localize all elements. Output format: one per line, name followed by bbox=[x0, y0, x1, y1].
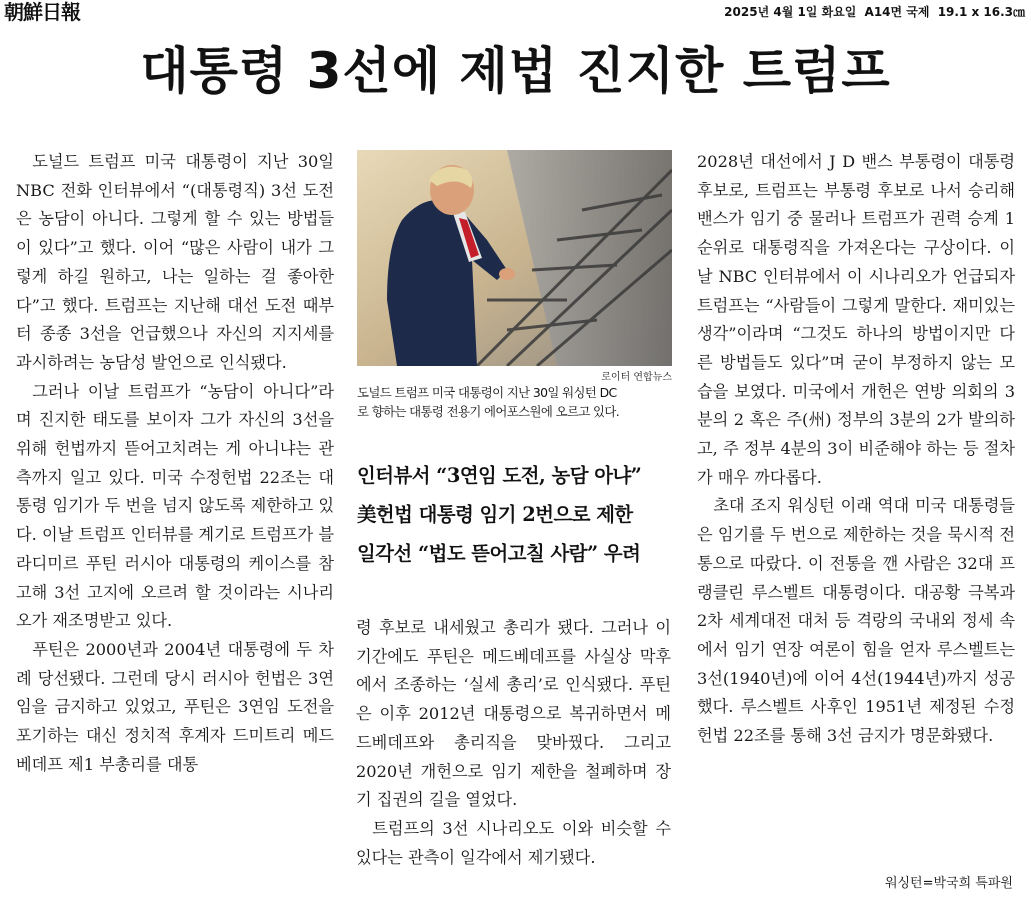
subheadline: 인터뷰서 “3연임 도전, 농담 아냐” bbox=[357, 464, 642, 487]
photo-trump-boarding-plane bbox=[357, 150, 672, 366]
paragraph: 령 후보로 내세웠고 총리가 됐다. 그러나 이 기간에도 푸틴은 메드베데프를 사실상 막후에서 조종하는 ‘실세 총리’로 인식됐다. 푸틴은 이후 2012년 대통령으로 복귀하면서 메드베데프와 총리직을 맞바꿨다. 그리고 2020년 개헌으로 임기 제한을 철폐하며 장기 집권의 길을 열었다. bbox=[356, 618, 671, 810]
newspaper-logo: 朝鮮日報 bbox=[4, 0, 80, 24]
photo-credit: 로이터 연합뉴스 bbox=[601, 372, 672, 383]
issue-info bbox=[720, 3, 1025, 20]
paragraph: 푸틴은 2000년과 2004년 대통령에 두 차례 당선됐다. 그런데 당시 러시아 헌법은 3연임을 금지하고 있었고, 푸틴은 3연임 도전을 포기하는 대신 정치적 후계자 드미트리 메드베데프 제1 부총리를 대통 bbox=[16, 639, 334, 774]
byline: 워싱턴=박국희 특파원 bbox=[884, 876, 1013, 891]
article-photo bbox=[357, 150, 672, 366]
subheadlines bbox=[357, 456, 675, 573]
article-column-3 bbox=[697, 148, 1015, 751]
issue-date: 2025년 4월 1일 화요일 bbox=[724, 5, 857, 19]
paragraph: 초대 조지 워싱턴 이래 역대 미국 대통령들은 임기를 두 번으로 제한하는 것을 묵시적 전통으로 따랐다. 이 전통을 깬 사람은 32대 프랭클린 루스벨트 대통령이다. 대공황 극복과 2차 세계대전 대처 등 격랑의 국내외 정세 속에서 임기 연장 여론이 힘을 얻자 루스벨트는 3선(1940년)에 이어 4선(1944년)까지 성공했다. 루스벨트 사후인 1951년 제정된 수정헌법 22조를 통해 3선 금지가 명문화됐다. bbox=[697, 496, 1015, 746]
article-column-2 bbox=[356, 614, 671, 872]
paragraph: 2028년 대선에서 J D 밴스 부통령이 대통령 후보로, 트럼프는 부통령 후보로 나서 승리해 밴스가 임기 중 물러나 트럼프가 권력 승계 1순위로 대통령직을 가져온다는 구상이다. 이날 NBC 인터뷰에서 이 시나리오가 언급되자 트럼프는 “사람들이 그렇게 말한다. 재미있는 생각”이라며 “그것도 하나의 방법이지만 다른 방법들도 있다”며 굳이 부정하지 않는 모습을 보였다. 미국에서 개헌은 연방 의회의 3분의 2 혹은 주(州) 정부의 3분의 2가 발의하고, 주 정부 4분의 3이 비준해야 하는 등 절차가 매우 까다롭다. bbox=[697, 152, 1015, 487]
clipping-size: 19.1 x 16.3㎝ bbox=[937, 5, 1025, 19]
paragraph: 트럼프의 3선 시나리오도 이와 비슷할 수 있다는 관측이 일각에서 제기됐다. bbox=[356, 818, 671, 867]
subheadline: 일각선 “법도 뜯어고칠 사람” 우려 bbox=[357, 542, 641, 565]
issue-page: A14면 국제 bbox=[864, 5, 930, 19]
photo-caption bbox=[357, 383, 675, 421]
headline: 대통령 3선에 제법 진지한 트럼프 bbox=[140, 42, 891, 100]
article-column-1 bbox=[16, 148, 334, 779]
paragraph: 도널드 트럼프 미국 대통령이 지난 30일 NBC 전화 인터뷰에서 “(대통령직) 3선 도전은 농담이 아니다. 그렇게 할 수 있는 방법들이 있다”고 했다. 이어 “많은 사람이 내가 그렇게 하길 원하고, 나는 일하는 걸 좋아한다”고 했다. 트럼프는 지난해 대선 도전 때부터 종종 3선을 언급했으나 자신의 지지세를 과시하려는 농담성 발언으로 인식됐다. bbox=[16, 152, 334, 372]
caption-line: 로 향하는 대통령 전용기 에어포스원에 오르고 있다. bbox=[357, 404, 620, 419]
caption-line: 도널드 트럼프 미국 대통령이 지난 30일 워싱턴 DC bbox=[357, 385, 617, 400]
paragraph: 그러나 이날 트럼프가 “농담이 아니다”라며 진지한 태도를 보이자 그가 자신의 3선을 위해 헌법까지 뜯어고치려는 게 아니냐는 관측까지 일고 있다. 미국 수정헌법 22조는 대통령 임기가 두 번을 넘지 않도록 제한하고 있다. 이날 트럼프 인터뷰를 계기로 트럼프가 블라디미르 푸틴 러시아 대통령의 케이스를 참고해 3선 고지에 오르려 할 것이라는 시나리오가 재조명받고 있다. bbox=[16, 381, 334, 631]
subheadline: 美헌법 대통령 임기 2번으로 제한 bbox=[357, 503, 633, 526]
